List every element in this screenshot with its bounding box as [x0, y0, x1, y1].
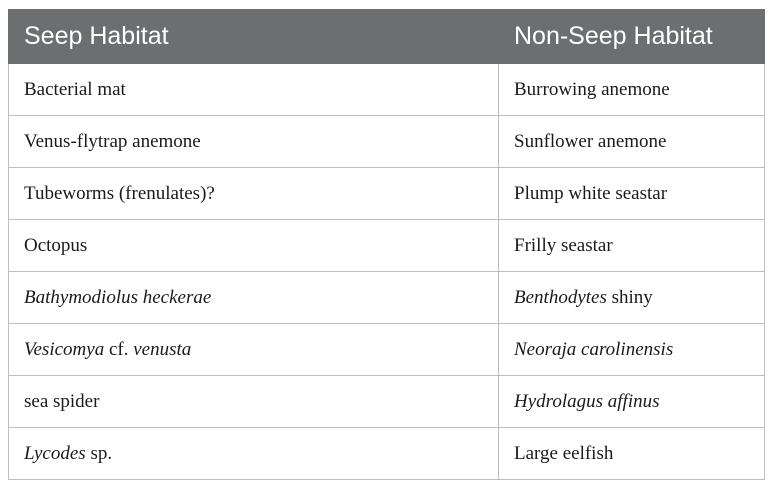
cell-text: cf. — [104, 338, 134, 360]
habitat-table — [8, 9, 765, 480]
non-seep-habitat-cell — [499, 376, 765, 428]
table-row — [9, 376, 765, 428]
table-row — [9, 272, 765, 324]
header-seep-habitat: Seep Habitat — [9, 10, 499, 64]
seep-habitat-cell — [9, 376, 499, 428]
non-seep-habitat-cell — [499, 428, 765, 480]
table-header — [9, 10, 765, 64]
cell-text: Vesicomya — [24, 338, 105, 360]
seep-habitat-cell — [9, 168, 499, 220]
seep-habitat-cell — [9, 272, 499, 324]
cell-text: Benthodytes — [514, 286, 607, 308]
table-body — [9, 64, 765, 480]
cell-text: Bacterial mat — [24, 78, 126, 100]
cell-text: shiny — [606, 286, 653, 308]
cell-text: Venus-flytrap anemone — [24, 130, 201, 152]
cell-text: venusta — [133, 338, 192, 360]
cell-text: Sunflower anemone — [514, 130, 667, 152]
cell-text: sea spider — [24, 390, 100, 412]
cell-text: Plump white seastar — [514, 182, 668, 204]
table-row — [9, 220, 765, 272]
cell-text: Bathymodiolus heckerae — [24, 286, 212, 308]
seep-habitat-cell — [9, 324, 499, 376]
cell-text: sp. — [85, 442, 113, 464]
cell-text: Burrowing anemone — [514, 78, 670, 100]
table-row — [9, 324, 765, 376]
non-seep-habitat-cell — [499, 324, 765, 376]
non-seep-habitat-cell — [499, 168, 765, 220]
non-seep-habitat-cell — [499, 116, 765, 168]
table-row — [9, 428, 765, 480]
table-row — [9, 116, 765, 168]
non-seep-habitat-cell — [499, 220, 765, 272]
cell-text: Lycodes — [24, 442, 86, 464]
cell-text: Tubeworms (frenulates)? — [24, 182, 215, 204]
table-row — [9, 64, 765, 116]
non-seep-habitat-cell — [499, 64, 765, 116]
seep-habitat-cell — [9, 116, 499, 168]
header-row — [9, 10, 765, 64]
header-non-seep-habitat: Non-Seep Habitat — [499, 10, 765, 64]
cell-text: Neoraja carolinensis — [514, 338, 674, 360]
cell-text: Frilly seastar — [514, 234, 613, 256]
cell-text: Octopus — [24, 234, 88, 256]
seep-habitat-cell — [9, 64, 499, 116]
cell-text: Hydrolagus affinus — [514, 390, 660, 412]
seep-habitat-cell — [9, 220, 499, 272]
non-seep-habitat-cell — [499, 272, 765, 324]
seep-habitat-cell — [9, 428, 499, 480]
table-row — [9, 168, 765, 220]
cell-text: Large eelfish — [514, 442, 614, 464]
habitat-table-container — [8, 9, 764, 480]
